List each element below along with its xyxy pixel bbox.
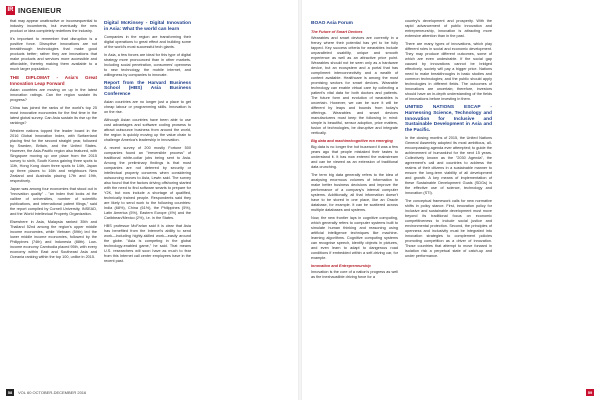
paragraph: Asian countries are no longer just a place to get cheap labour or programming skills. Innovation is on the rise. [104, 99, 191, 114]
paragraph: In Asia, a few forces are ideal for this type of digital strategy more pronounced than in other markets. Including social penetration, consumers' openness to new technology, the mobile internet, and willingness by companies to innovate. [104, 52, 191, 77]
column-1 [10, 19, 97, 263]
section-heading: Report from the Harvard Business School (HBS) Asia Business Conference [104, 80, 191, 98]
section-heading: UNITED NATIONS ESCAP - Harnessing Science, Technology and Innovation for Inclusive and Sustainable Development in Asia and the Pacific. [405, 105, 492, 134]
subheading: The Future of Smart Devices [311, 29, 363, 34]
footer-left [6, 389, 86, 396]
subheading: Big data and machine/cognitive era emerging [311, 138, 393, 143]
column-3 [311, 19, 398, 283]
section-heading: BOAO Asia Forum [311, 21, 353, 26]
paragraph: HBS professor McFarlan said it is clear that Asia has benefited from the Internet's ability to send work—including highly-skilled work—easily around the globe. "Asia is competing in the global technology-enabled game," he said. That means U.S. researchers will soon have as much to fear from this Internet call center employees have in the recent past. [104, 223, 191, 263]
magazine-logo: IR [7, 6, 14, 13]
paragraph: country's development and prosperity. With the rapid advancement of public innovation and entrepreneurship, innovation is attracting more extensive attention than in the past. [405, 19, 492, 38]
footer-right [586, 389, 594, 396]
paragraph: Companies in the region are transforming their digital operations to great effect and building some of the world's most successful tech giants. [104, 34, 191, 49]
paragraph: A recent survey of 200 mostly Fortune 500 companies found an "irreversible process" of traditional white-collar jobs being sent to Asia. Among the preliminary findings is that most companies are not deterred by security or intellectual property concerns when considering outsourcing moves to Asia, Lewin said. The survey also found that the factors driving offshoring started with the need to find software smarts to prepare for Y2K, but now include a shortage of qualified, technically trained people. Respondents said they are likely to send work to the following countries: India (68%), China (61%), the Philippines (5%), Latin America (5%), Eastern Europe (4%) and the Caribbean/Mexico (2%), i.e. in the States. [104, 145, 191, 220]
column-4 [405, 19, 492, 262]
paragraph: Big data is no longer the hot buzzword it was a few years ago that people mistaked their tastes to understand it. It has now entered the mainstream and can be viewed as an extension of traditional data crunching. [311, 144, 398, 169]
page-gutter [298, 0, 302, 400]
paragraph: Innovation is the core of a nation's progress as well as the inexhaustible driving force for a [311, 269, 398, 279]
paragraph: Japan was among four economies that stood out in "innovation quality" - "an index that looks at the calibre of universities, number of scientific publications, and international patent filings," said the report compiled by Cornell University, INSEAD, and the World Intellectual Property Organization. [10, 187, 97, 217]
paragraph: The conceptual framework calls for new normative shifts in policy stance. First, innovation policy for inclusive and sustainable development must move beyond its traditional focus on economic competitiveness to include social justice and environmental protection. Second, the principles of openness and inclusivity must be integrated into innovation strategies to complement policies promoting competition as a driver of innovation. Those countries that attempt to move forward in isolation risk a perpetual state of catch-up and under performance. [405, 198, 492, 258]
paragraph: Asian countries are moving on up in the latest innovation ratings. Can the region sustain its progress? [10, 88, 97, 103]
subheading: Innovation and Entrepreneurship [311, 263, 371, 268]
paragraph: Wearables and smart devices are currently in a frenzy where their potential has yet to be fully tapped. Key success criteria for wearables include unparalleled usability, unique and smooth experience as well as an attractive price point. Wearables should not be seen only as a hardware device, but an ecosystem and a portal that has compliment interconnectivity and a wealth of content available. Healthcare is among the most promising sectors for smart devices. Wearable technology can enable virtual care by collecting a patient's vital data for both doctors and patients. The future form and evolution of wearables is uncertain. However, we can be sure it will be different by leaps and bounds from today's offerings. Wearables and smart devices manufacturers must keep the following in mind: simple is beautiful, sensor adoption, price matters, fusion of technologies, be disruptive and integrate vertically. [311, 35, 398, 135]
paragraph: Although Asian countries have been able to use cost advantages and software coding prowess to attract outsource business from around the world, the region is quickly moving up the value chain to challenge America's leadership in innovation. [104, 117, 191, 142]
paragraph: In the closing months of 2015, the United Nations General Assembly adopted its most ambitious, all-encompassing agenda ever attempted; to guide the achievement of humankind for the next 15 years. Collectively known as the "2030 Agenda", the agreement's call and countries to address the realms of their citizens in a sustainable manner to ensure the long-term viability of all development and growth. A key means of implementation of these Sustainable Development Goals (SDGs) is the effective use of science, technology and innovation (STI). [405, 135, 492, 195]
paragraph: that may appear unattractive or inconsequential to industry incumbents, but eventually the new product or idea completely redefines the industry. [10, 19, 97, 33]
paragraph: Elsewhere in Asia, Malaysia ranked 35th and Thailand 52nd among the region's upper middle income economies, while Vietnam (59th) led the lower middle income economies, followed by the Philippines (74th) and Indonesia (88th). Low-income economy Cambodia placed 95th, with every economy within East and Southeast Asia and Oceania ranking within the top 100, unlike in 2015. [10, 220, 97, 260]
column-2 [104, 19, 191, 267]
section-heading: THE DIPLOMAT - Asia's Great Innovation Leap Forward [10, 75, 97, 86]
page-number-right: 59 [587, 390, 593, 395]
paragraph: China has joined the ranks of the world's top 25 most innovative economies for the first time in the latest global survey. Can Asia sustain its rise up the rankings? [10, 106, 97, 126]
paragraph: It's important to remember that disruption is a positive force. Disruptive innovations are not breakthrough technologies that make good products better; rather they are innovations that make products and services more accessible and affordable, thereby making them available to a much larger population. [10, 37, 97, 71]
paragraph: The term big data generally refers to the idea of analysing enormous volumes of information to make better business decisions and improve the performance of a company's internal computer systems. Additionally, all that information doesn't have to be stored in one place, like an Oracle database, for example. It can be scattered across multiple databases and systems. [311, 172, 398, 212]
magazine-title: INGENIEUR [18, 5, 62, 15]
section-heading: Digital McKinsey - Digital Innovation in Asia: What the world can learn [104, 21, 191, 32]
page-number-left: 58 [7, 390, 13, 395]
issue-info: VOL 60 OCTOBER-DECEMBER 2016 [18, 390, 87, 395]
magazine-header [6, 5, 61, 15]
paragraph: There are many types of innovations, which play different roles in social and economic development. They may produce different outcomes, some of which are even undesirable. If the social gap caused by innovations cannot be bridged effectively, society will pay a bigger price. Nations need to make breakthroughs in basic studies and common technologies; and the public should apply technologies in different fields. The outcomes of innovations are uncertain; therefore, investors should have an in-depth understanding of the fields of innovations before investing in them. [405, 42, 492, 101]
paragraph: Now, the new frontier lays in cognitive computing, which generally refers to computer systems built to simulate human thinking and reasoning using artificial intelligence techniques like machine-learning algorithms. Cognitive computing systems can recognise speech, identify objects in pictures, and even learn to adapt to dangerous road conditions if embedded within a self-driving car, for example. [311, 215, 398, 260]
paragraph: Western nations topped the leader board in the 2016 Global Innovation Index, with Switzerland placing first for the second straight year, followed by Sweden, Britain, and the United States. However, the Asia-Pacific region also featured, with Singapore moving up one place from the 2015 survey to sixth, South Korea gaining three spots to 11th, Hong Kong down three spots to 14th, Japan up three places to 16th and neighbours New Zealand and Australia placing 17th and 19th, respectively. [10, 129, 97, 184]
